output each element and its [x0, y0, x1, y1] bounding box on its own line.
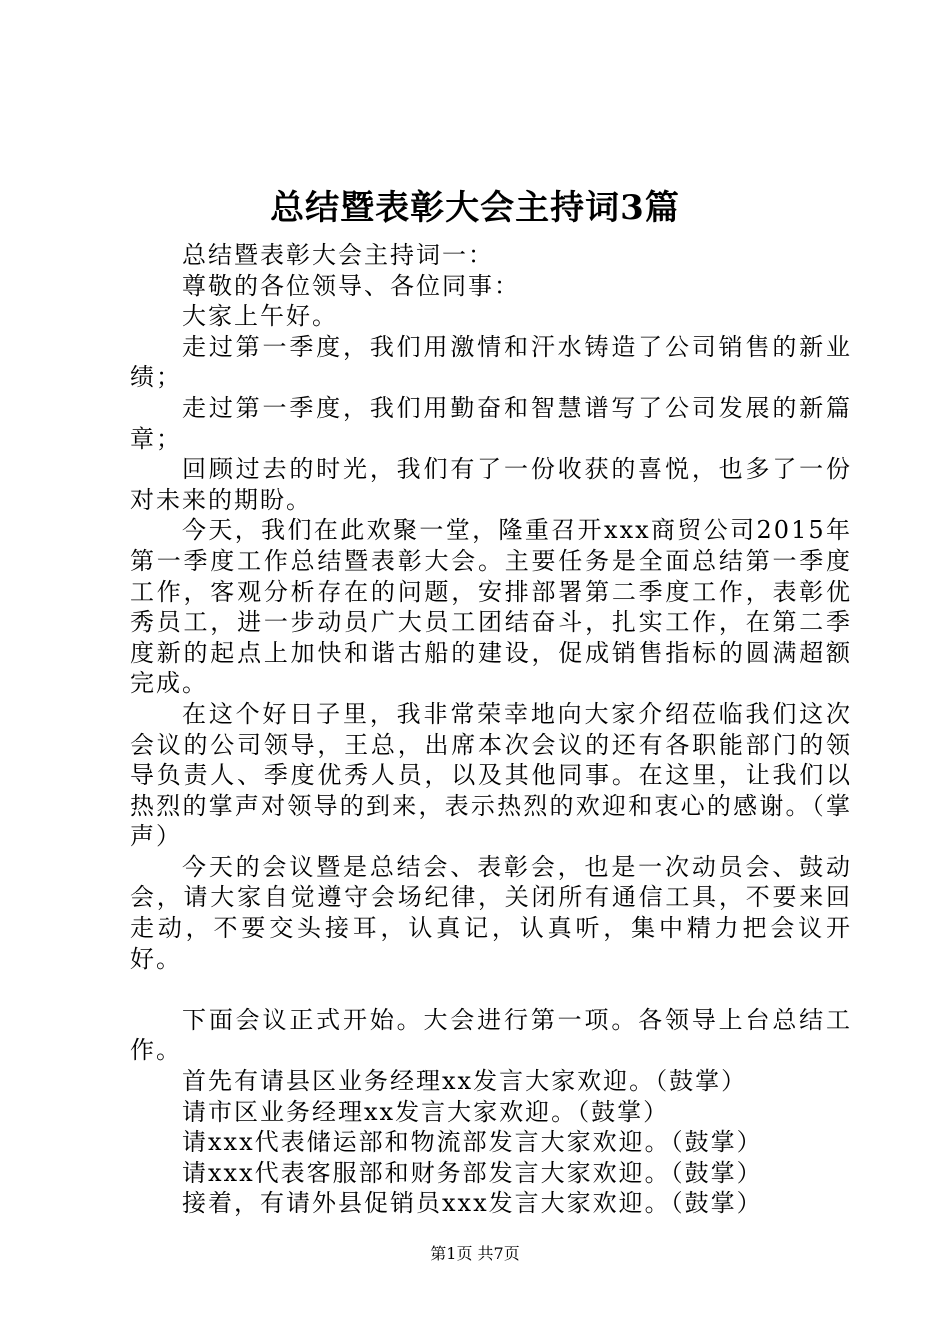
paragraph: 在这个好日子里，我非常荣幸地向大家介绍莅临我们这次会议的公司领导，王总，出席本次会议的还有各职能部门的领导负责人、季度优秀人员，以及其他同事。在这里，让我们以热烈的掌声对领导的到来，表示热烈的欢迎和衷心的感谢。（掌声）	[130, 699, 852, 851]
paragraph: 请xxx代表储运部和物流部发言大家欢迎。（鼓掌）	[182, 1128, 763, 1157]
page-number: 第1页 共7页	[430, 1244, 520, 1263]
paragraph: 今天，我们在此欢聚一堂，隆重召开xxx商贸公司2015年第一季度工作总结暨表彰大会。主要任务是全面总结第一季度工作，客观分析存在的问题，安排部署第二季度工作，表彰优秀员工，进一步动员广大员工团结奋斗，扎实工作，在第二季度新的起点上加快和谐古船的建设，促成销售指标的圆满超额完成。	[130, 516, 852, 698]
paragraph-heading: 总结暨表彰大会主持词一：	[182, 241, 494, 269]
document-body	[130, 240, 852, 1219]
paragraph: 回顾过去的时光，我们有了一份收获的喜悦，也多了一份对未来的期盼。	[130, 455, 852, 514]
paragraph: 请xxx代表客服部和财务部发言大家欢迎。（鼓掌）	[182, 1158, 763, 1187]
paragraph: 走过第一季度，我们用激情和汗水铸造了公司销售的新业绩；	[130, 332, 852, 392]
paragraph: 请市区业务经理xx发言大家欢迎。（鼓掌）	[182, 1097, 670, 1126]
paragraph: 下面会议正式开始。大会进行第一项。各领导上台总结工作。	[130, 1005, 852, 1065]
paragraph-salutation: 尊敬的各位领导、各位同事：	[182, 271, 520, 300]
paragraph: 今天的会议暨是总结会、表彰会，也是一次动员会、鼓动会，请大家自觉遵守会场纪律，关闭所有通信工具，不要来回走动，不要交头接耳，认真记，认真听，集中精力把会议开好。	[130, 852, 852, 973]
paragraph: 接着，有请外县促销员xxx发言大家欢迎。（鼓掌）	[182, 1189, 763, 1218]
paragraph: 走过第一季度，我们用勤奋和智慧谱写了公司发展的新篇章；	[130, 393, 852, 453]
blank-line	[130, 974, 852, 1005]
paragraph-greeting: 大家上午好。	[182, 302, 338, 331]
document-title: 总结暨表彰大会主持词3篇	[270, 188, 680, 228]
paragraph: 首先有请县区业务经理xx发言大家欢迎。（鼓掌）	[182, 1067, 748, 1096]
